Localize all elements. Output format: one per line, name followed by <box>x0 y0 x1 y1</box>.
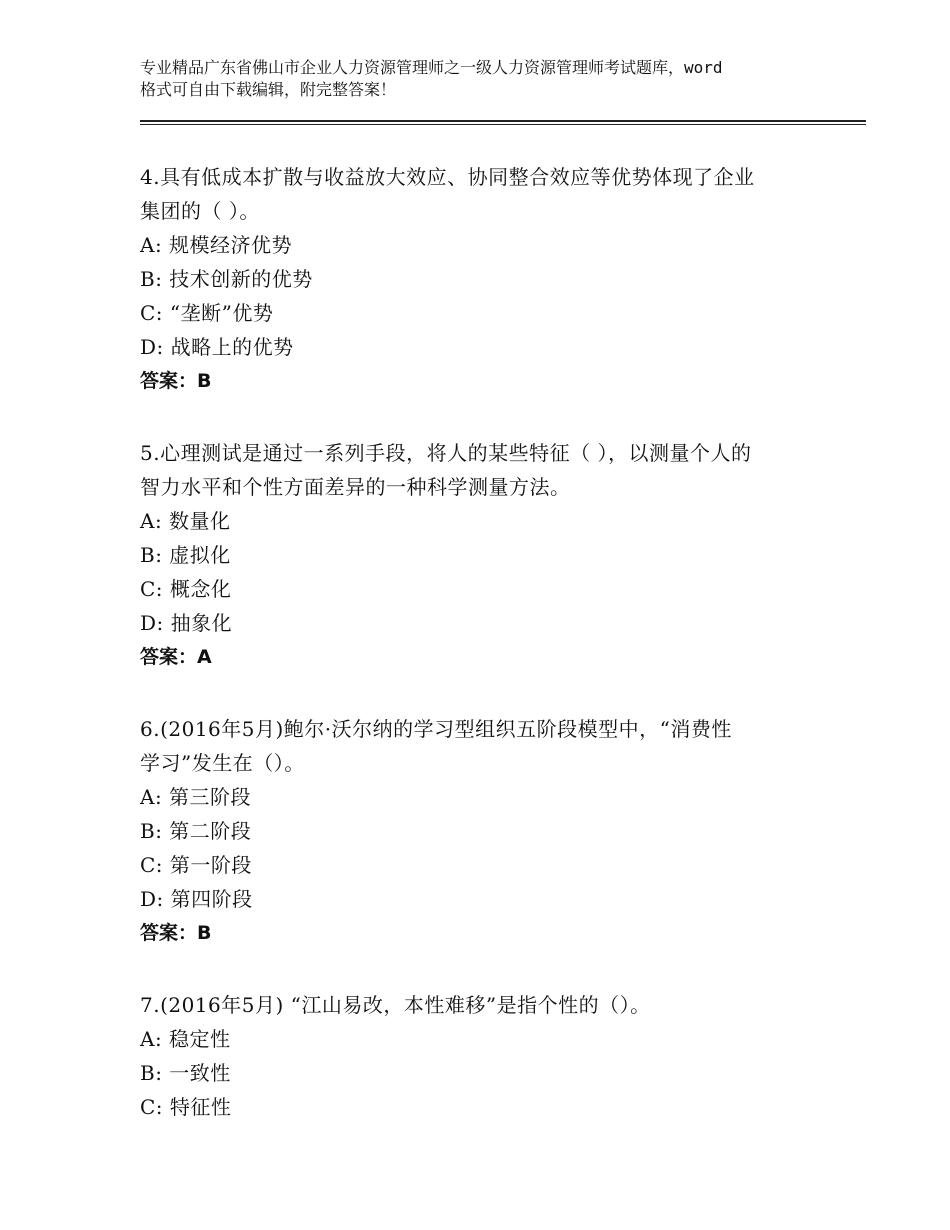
question-stem: 6.(2016年5月)鲍尔·沃尔纳的学习型组织五阶段模型中，“消费性 <box>140 717 732 741</box>
question-6 <box>140 712 840 950</box>
option-a: A: 规模经济优势 <box>140 233 293 257</box>
question-stem: 7.(2016年5月) “江山易改，本性难移”是指个性的（）。 <box>140 993 651 1017</box>
header-divider-thin <box>140 124 866 125</box>
question-stem: 5.心理测试是通过一系列手段，将人的某些特征（ ），以测量个人的 <box>140 441 752 465</box>
option-c: C: 概念化 <box>140 577 232 601</box>
question-list <box>140 160 840 1162</box>
option-b: B: 第二阶段 <box>140 819 252 843</box>
option-d: D: 第四阶段 <box>140 887 253 911</box>
question-5 <box>140 436 840 674</box>
question-stem-continued: 学习”发生在（）。 <box>140 751 305 775</box>
option-d: D: 抽象化 <box>140 611 233 635</box>
document-header <box>140 57 830 101</box>
question-stem: 4.具有低成本扩散与收益放大效应、协同整合效应等优势体现了企业 <box>140 165 755 189</box>
option-b: B: 虚拟化 <box>140 543 231 567</box>
option-c: C: 特征性 <box>140 1095 232 1119</box>
option-a: A: 数量化 <box>140 509 231 533</box>
option-c: C: “垄断”优势 <box>140 301 274 325</box>
option-b: B: 一致性 <box>140 1061 231 1085</box>
answer-key: 答案：B <box>140 922 212 944</box>
header-divider-thick <box>140 120 866 122</box>
header-line-2: 格式可自由下载编辑，附完整答案！ <box>140 80 397 99</box>
option-c: C: 第一阶段 <box>140 853 252 877</box>
header-line-1: 专业精品广东省佛山市企业人力资源管理师之一级人力资源管理师考试题库，word <box>140 58 723 77</box>
question-stem-continued: 集团的（ ）。 <box>140 199 260 223</box>
answer-key: 答案：A <box>140 646 212 668</box>
option-a: A: 稳定性 <box>140 1027 231 1051</box>
question-stem-continued: 智力水平和个性方面差异的一种科学测量方法。 <box>140 475 571 499</box>
question-7 <box>140 988 840 1124</box>
option-a: A: 第三阶段 <box>140 785 252 809</box>
option-d: D: 战略上的优势 <box>140 335 294 359</box>
option-b: B: 技术创新的优势 <box>140 267 313 291</box>
answer-key: 答案：B <box>140 370 212 392</box>
question-4 <box>140 160 840 398</box>
